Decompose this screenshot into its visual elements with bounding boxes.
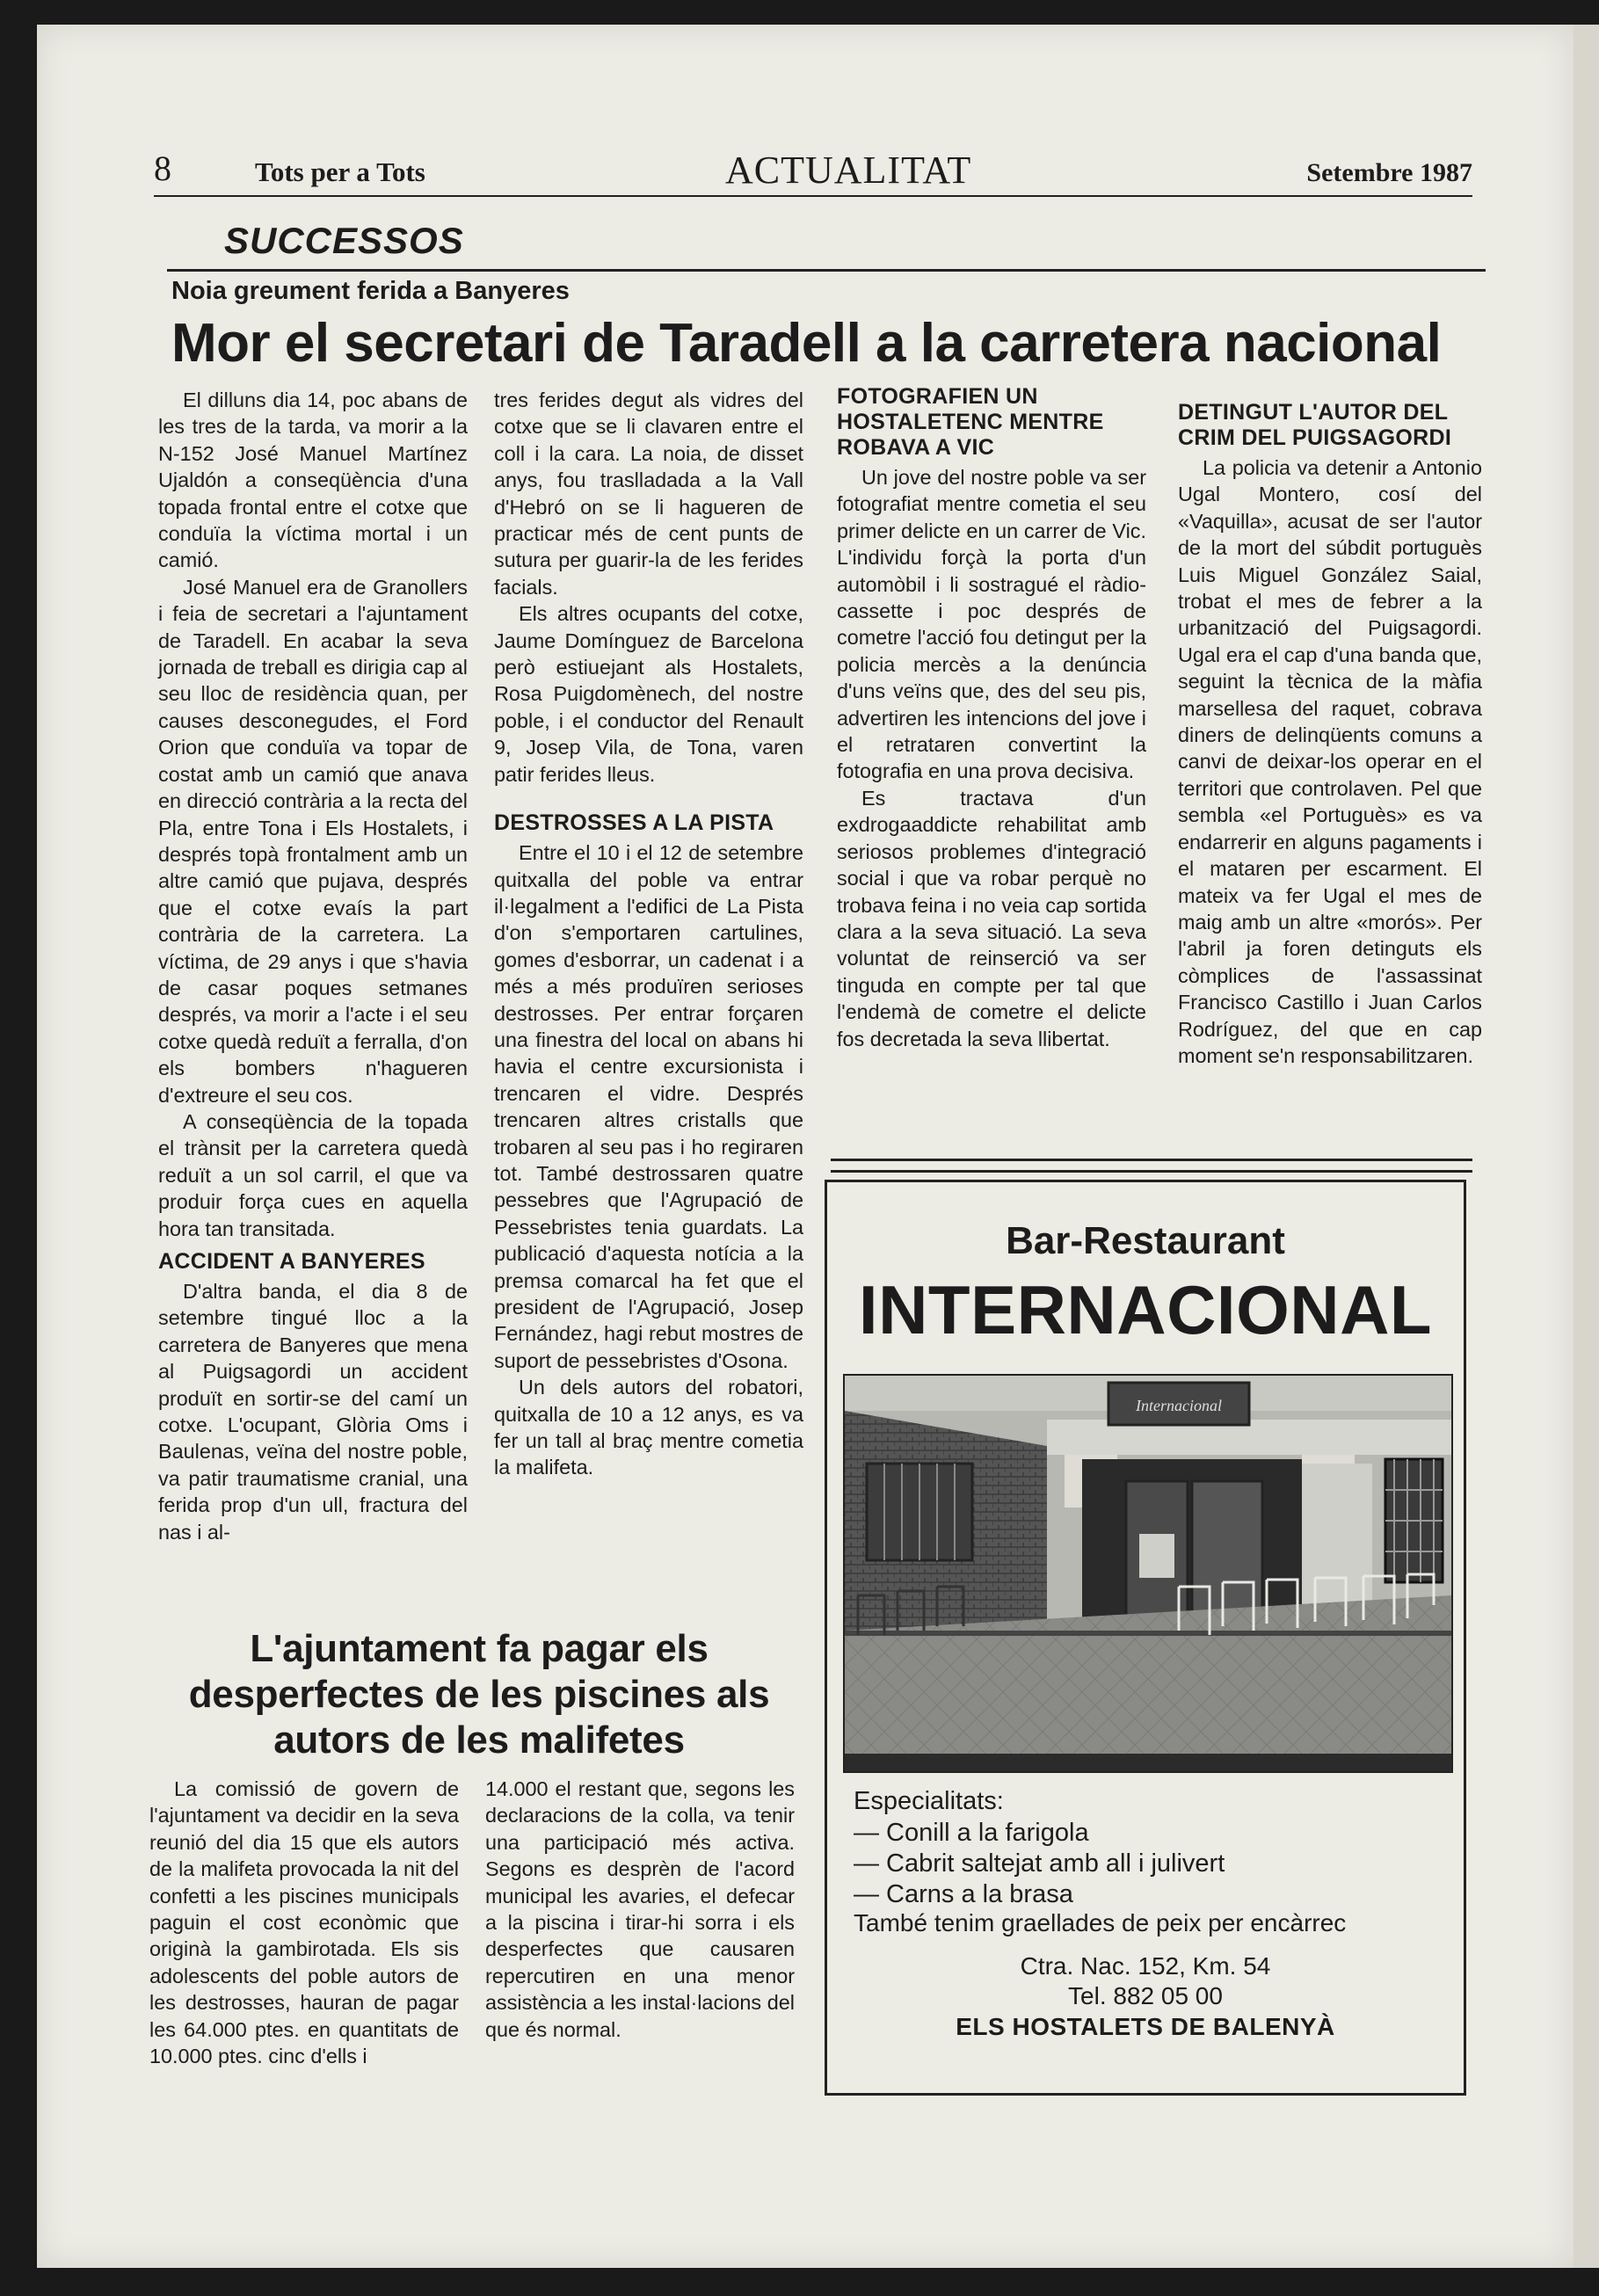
second-article-headline: L'ajuntament fa pagar els desperfectes de les piscines als autors de les malifetes — [188, 1627, 770, 1762]
paragraph: Un jove del nostre poble va ser fotografiat mentre cometia el seu primer delicte en un carrer de Vic. L'individu forçà la porta d'un automòbil i li sostragué el ràdio-cassette i poc després de cometre l'acció fou detingut per la policia mercès a la denúncia d'uns veïns que, des del seu pis, advertiren les intencions del jove i el retrataren convertint la fotografia en una prova decisiva. — [837, 466, 1146, 783]
advert-divider — [831, 1159, 1472, 1173]
advert-address: Ctra. Nac. 152, Km. 54 — [1020, 1952, 1271, 1980]
article-column-3 — [837, 384, 1146, 1052]
advert-title-small: Bar-Restaurant — [1006, 1219, 1285, 1262]
specialities-label: Especialitats: — [854, 1787, 1004, 1815]
kicker-rule — [167, 269, 1486, 272]
paragraph: La comissió de govern de l'ajuntament va decidir en la seva reunió del dia 15 que els autors de la malifeta provocada la nit del confetti a les piscines municipals paguin el cost econòmic que originà la gambirotada. Els sis adolescents del poble autors de les destrosses, hauran de pagar les 64.000 ptes. en quantitats de 10.000 ptes. cinc d'ells i — [149, 1777, 459, 2068]
page-number: 8 — [154, 149, 171, 188]
second-article-column-1 — [149, 1776, 459, 2069]
header-rule — [154, 195, 1472, 197]
paragraph: Es tractava d'un exdrogaaddicte rehabilitat amb seriosos problemes d'integració social i que va robar perquè no trobava feina i no veia cap sortida clara a la seva situació. La seva voluntat de reinserció va ser tinguda en compte per tal que l'endemà de cometre el delicte fos decretada la seva llibertat. — [837, 786, 1146, 1050]
article-subhead: Noia greument ferida a Banyeres — [171, 277, 570, 305]
advert-title-large: INTERNACIONAL — [858, 1271, 1433, 1348]
pista-heading: DESTROSSES A LA PISTA — [494, 810, 774, 836]
speciality-item: — Cabrit saltejat amb all i julivert — [854, 1849, 1225, 1878]
paragraph: La policia va detenir a Antonio Ugal Montero, cosí del «Vaquilla», acusat de ser l'autor de la mort del súbdit portuguès Luis Miguel González Saial, trobat el mes de febrer a la urbanització del Puigsagordi. Ugal era el cap d'una banda que, seguint la tècnica de la màfia marsellesa del raquet, cobrava diners de delinqüents comuns a canvi de deixar-los operar en el territori que controlaven. Pel que sembla «el Portuguès» es va endarrerir en alguns pagaments i el mataren per escarment. El mateix va fer Ugal el mes de maig amb un altre «morós». Per l'abril ja foren detinguts els còmplices de l'assassinat Francisco Castillo i Juan Carlos Rodríguez, del que en cap moment se'n responsabilitzaren. — [1178, 456, 1482, 1067]
paragraph: El dilluns dia 14, poc abans de les tres de la tarda, va morir a la N-152 José Manuel Martínez Ujaldón a conseqüència d'una topada frontal entre el cotxe que conduïa la víctima mortal i un camió. — [158, 389, 468, 572]
accident-heading: ACCIDENT A BANYERES — [158, 1249, 425, 1274]
section-kicker: SUCCESSOS — [224, 220, 464, 261]
advert-phone: Tel. 882 05 00 — [1068, 1982, 1223, 2009]
paragraph: Els altres ocupants del cotxe, Jaume Domínguez de Barcelona però estiuejant als Hostalets, Rosa Puigdomènech, del nostre poble, i el conductor del Renault 9, Josep Vila, de Tona, varen patir ferides lleus. — [494, 602, 803, 786]
article-headline: Mor el secretari de Taradell a la carretera nacional — [171, 313, 1442, 374]
speciality-item: — Carns a la brasa — [854, 1880, 1073, 1908]
page-header — [154, 148, 1472, 197]
specialities-list — [854, 1818, 1225, 1910]
paragraph: Un dels autors del robatori, quitxalla de 10 a 12 anys, es va fer un tall al braç mentre cometia la malifeta. — [494, 1376, 803, 1479]
issue-date: Setembre 1987 — [1306, 158, 1472, 187]
restaurant-photo — [843, 1374, 1453, 1773]
paragraph: D'altra banda, el dia 8 de setembre tingué lloc a la carretera de Banyeres que mena al Puigsagordi un accident produït en sortir-se del camí un cotxe. L'ocupant, Glòria Oms i Baulenas, veïna del nostre poble, va patir traumatisme cranial, una ferida prop d'un ull, fractura del nas i al- — [158, 1280, 468, 1544]
article-column-1 — [158, 387, 468, 1545]
paragraph: Entre el 10 i el 12 de setembre quitxalla del poble va entrar il·legalment a l'edifici de La Pista d'on s'emportaren cartulines, gomes d'esborrar, un cadenat i a més a més produïren serioses destrosses. Per entrar forçaren una finestra del local on abans hi havia el centre excursionista i trencaren el vidre. Després trencaren altres cristalls que trobaren al seu pas i ho regiraren tot. També destrossaren quatre pessebres que l'Agrupació de Pessebristes tenia guardats. La publicació d'aquesta notícia a la premsa comarcal ha fet que el president de l'Agrupació, Josep Fernández, hagi rebut mostres de suport de pessebristes d'Osona. — [494, 841, 803, 1372]
vic-heading: FOTOGRAFIEN UN HOSTALETENC MENTRE ROBAVA A VIC — [837, 384, 1104, 460]
article-column-2 — [494, 387, 803, 1481]
page-edge — [1574, 25, 1599, 2268]
second-article-column-2 — [485, 1776, 795, 2043]
restaurant-advert — [825, 1180, 1466, 2096]
photo-sign-text: Internacional — [1136, 1397, 1222, 1414]
puigsagordi-heading: DETINGUT L'AUTOR DEL CRIM DEL PUIGSAGORDI — [1178, 400, 1452, 450]
speciality-item: — Conill a la farigola — [854, 1819, 1089, 1847]
paragraph: 14.000 el restant que, segons les declaracions de la colla, va tenir una participació més activa. Segons es desprèn de l'acord municipal les avaries, el defecar a la piscina i tirar-hi sorra i els desperfectes que causaren repercutiren en una menor assistència a les instal·lacions del que és normal. — [485, 1777, 795, 2041]
advert-extra-line: També tenim graellades de peix per encàrrec — [854, 1909, 1347, 1936]
article-column-4 — [1178, 400, 1482, 1069]
paragraph: José Manuel era de Granollers i feia de secretari a l'ajuntament de Taradell. En acabar la seva jornada de treball es dirigia cap al seu lloc de residència quan, per causes desconegudes, el Ford Orion que conduïa va topar de costat amb un camió que anava en direcció contrària a la recta del Pla, entre Tona i Els Hostalets, i després topà frontalment amb un altre camió que pujava, després que el cotxe evaís la part contrària de la carretera. La víctima, de 29 anys i que s'havia de casar poques setmanes després, va morir a l'acte i el seu cotxe quedà reduït a ferralla, d'on els bombers n'hagueren d'extreure el seu cos. — [158, 575, 468, 1107]
advert-town: ELS HOSTALETS DE BALENYÀ — [956, 2013, 1335, 2040]
paragraph: A conseqüència de la topada el trànsit per la carretera quedà reduït a un sol carril, el que va produir força cues en aquella hora tan transitada. — [158, 1109, 468, 1240]
advert-address-block — [827, 1951, 1464, 2011]
paragraph: tres ferides degut als vidres del cotxe que se li clavaren entre el coll i la cara. La noia, de disset anys, fou traslladada a la Vall d'Hebró on se li hagueren de practicar més de cent punts de sutura per guarir-la de les ferides facials. — [494, 389, 803, 599]
section-title: ACTUALITAT — [725, 149, 972, 192]
publication-name: Tots per a Tots — [255, 156, 425, 187]
